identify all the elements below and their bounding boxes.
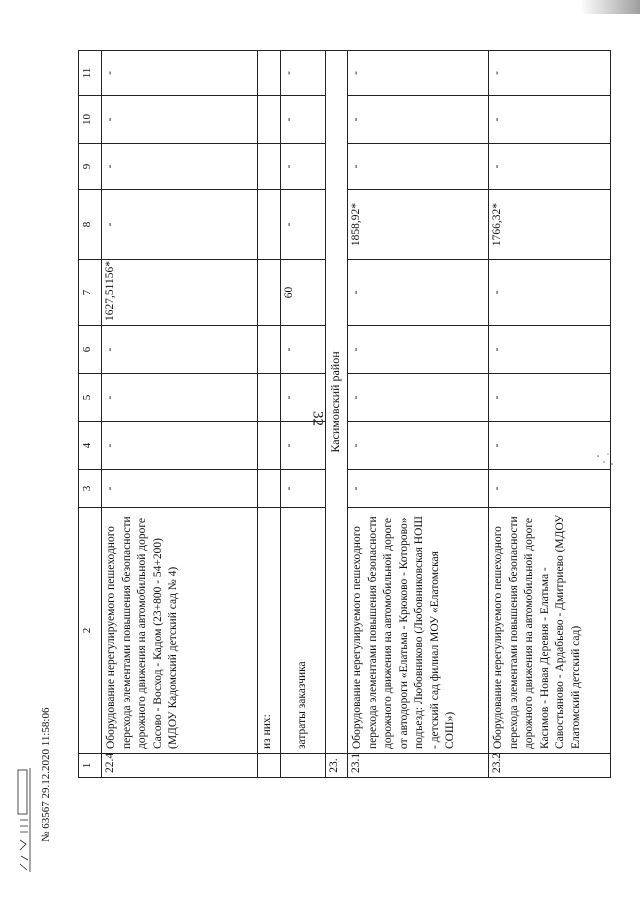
table-cell <box>258 374 280 422</box>
table-cell <box>258 51 280 96</box>
table-cell <box>258 326 280 374</box>
table-cell <box>258 144 280 190</box>
table-cell: 1627,51156* <box>102 260 258 326</box>
table-row <box>489 51 611 778</box>
table-cell: - <box>102 51 258 96</box>
table-cell: - <box>280 470 326 508</box>
table-cell: - <box>102 422 258 470</box>
scan-specks <box>594 450 618 470</box>
row-description: Оборудование нерегулируемого пешеходного перехода элементами повышения безопасности дорожного движения на автомобильной дороге Сасово - Восход - Кадом (23+800 - 54+200) (МДОУ Кадомский детский сад № 4) <box>102 508 258 754</box>
signature-stamp-graphic <box>14 760 34 880</box>
table-cell <box>258 422 280 470</box>
table-cell: - <box>489 96 611 144</box>
section-title: Касимовский район <box>326 51 348 754</box>
header-row <box>79 51 102 778</box>
table-cell: - <box>102 374 258 422</box>
table-cell: - <box>280 144 326 190</box>
table-cell <box>258 96 280 144</box>
table-cell: - <box>348 422 489 470</box>
table-cell: - <box>489 260 611 326</box>
row-description: из них: <box>258 508 280 754</box>
table-cell: - <box>348 144 489 190</box>
row-description: затраты заказчика <box>280 508 326 754</box>
header-cell: 10 <box>79 96 102 144</box>
table-cell: - <box>348 96 489 144</box>
budget-table <box>78 50 611 778</box>
table-cell: - <box>348 260 489 326</box>
table-cell: - <box>102 470 258 508</box>
header-cell: 8 <box>79 190 102 260</box>
table-row <box>280 51 326 778</box>
row-number: 23.2 <box>489 754 611 778</box>
table-cell: - <box>348 470 489 508</box>
table-cell: - <box>280 326 326 374</box>
table-cell: 1858,92* <box>348 190 489 260</box>
row-number <box>280 754 326 778</box>
table-cell: - <box>348 51 489 96</box>
row-number: 22.4 <box>102 754 258 778</box>
section-row <box>326 51 348 778</box>
header-cell: 3 <box>79 470 102 508</box>
table-cell: - <box>280 96 326 144</box>
header-cell: 7 <box>79 260 102 326</box>
table-cell: - <box>489 422 611 470</box>
table-cell: - <box>280 374 326 422</box>
row-description: Оборудование нерегулируемого пешеходного перехода элементами повышения безопасности дорожного движения на автомобильной дороге Касимов - Новая Деревня - Елатьма - Савостьяново - Ардабьево - Дмитриево (МДОУ Елатомский детский сад) <box>489 508 611 754</box>
table-cell: - <box>280 51 326 96</box>
table-cell: - <box>102 144 258 190</box>
table-cell: - <box>280 422 326 470</box>
table-cell: - <box>348 374 489 422</box>
header-cell: 1 <box>79 754 102 778</box>
header-cell: 4 <box>79 422 102 470</box>
table-cell: - <box>489 326 611 374</box>
table-cell <box>258 260 280 326</box>
table-cell: 1766,32* <box>489 190 611 260</box>
row-description: Оборудование нерегулируемого пешеходного перехода элементами повышения безопасности дорожного движения на автомобильной дороге от автодороги «Елатьма - Крюково - Которово» подъезд: Любовниково (Любовниковская НОШ - детский сад филиал МОУ «Елатомская СОШ») <box>348 508 489 754</box>
table-cell: - <box>348 326 489 374</box>
table-cell: - <box>489 470 611 508</box>
table-cell: - <box>102 326 258 374</box>
page-number: 32 <box>309 411 326 426</box>
header-cell: 6 <box>79 326 102 374</box>
table-cell: - <box>102 190 258 260</box>
row-number: 23. <box>326 754 348 778</box>
table-cell: 60 <box>280 260 326 326</box>
row-number <box>258 754 280 778</box>
scan-artifact <box>580 0 640 14</box>
table-row <box>348 51 489 778</box>
rotated-table-container <box>78 51 611 778</box>
table-cell: - <box>489 374 611 422</box>
document-stamp: № 63567 29.12.2020 11:58:06 <box>40 707 52 842</box>
table-row <box>102 51 258 778</box>
table-cell <box>258 190 280 260</box>
table-cell <box>258 470 280 508</box>
table-cell: - <box>280 190 326 260</box>
header-cell: 5 <box>79 374 102 422</box>
table-row <box>258 51 280 778</box>
header-cell: 2 <box>79 508 102 754</box>
table-cell: - <box>102 96 258 144</box>
table-cell: - <box>489 51 611 96</box>
header-cell: 11 <box>79 51 102 96</box>
header-cell: 9 <box>79 144 102 190</box>
row-number: 23.1 <box>348 754 489 778</box>
table-cell: - <box>489 144 611 190</box>
